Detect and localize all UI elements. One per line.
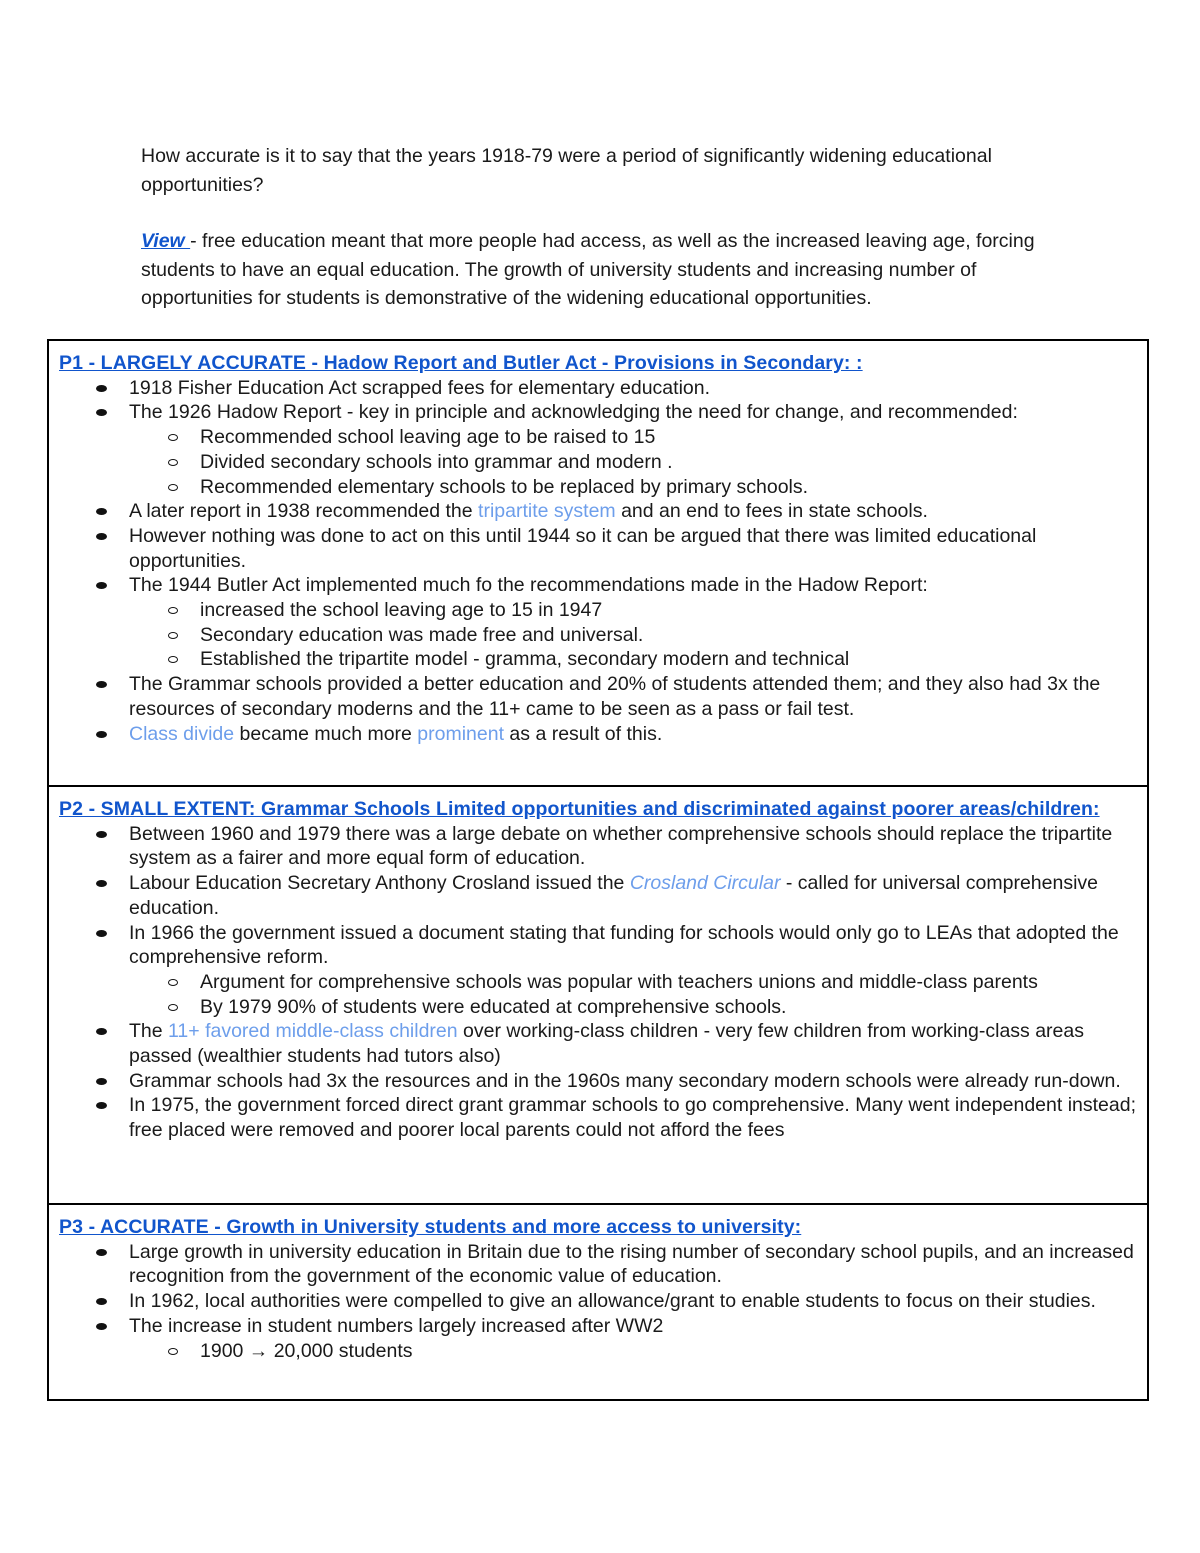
list-item: Large growth in university education in Britain due to the rising number of secondary school pupils, and an increased recognition from the government of the economic value of education. xyxy=(59,1240,1137,1289)
eleven-plus-link[interactable]: 11+ favored middle-class children xyxy=(168,1020,458,1043)
sub-list-item: Argument for comprehensive schools was popular with teachers unions and middle-class parents xyxy=(59,970,1137,995)
list-item: Between 1960 and 1979 there was a large debate on whether comprehensive schools should replace the tripartite system as a fairer and more equal form of education. xyxy=(59,822,1137,871)
p1-bullet-list xyxy=(59,376,1137,747)
list-item: The 1944 Butler Act implemented much fo the recommendations made in the Hadow Report: increased the school leaving age to 15 in 1947 Secondary education was made free and universal. Established the tripartite model - gramma, secondary modern and technical xyxy=(59,573,1137,672)
intro-section xyxy=(141,142,1081,313)
paragraph-3-cell xyxy=(49,1205,1147,1399)
sub-bullet-list xyxy=(129,425,1137,499)
sub-bullet-list xyxy=(129,1339,1137,1364)
view-label[interactable]: View xyxy=(141,230,191,252)
list-item: Class divide became much more prominent as a result of this. xyxy=(59,722,1137,747)
list-item: In 1966 the government issued a document stating that funding for schools would only go to LEAs that adopted the comprehensive reform. Argument for comprehensive schools was popular with teachers unions and middle-class parents By 1979 90% of students were educated at comprehensive schools. xyxy=(59,921,1137,1020)
list-item: The increase in student numbers largely increased after WW2 1900 → 20,000 students xyxy=(59,1314,1137,1363)
crosland-circular-link[interactable]: Crosland Circular xyxy=(629,872,781,895)
list-item: 1918 Fisher Education Act scrapped fees for elementary education. xyxy=(59,376,1137,401)
view-text: - free education meant that more people had access, as well as the increased leaving age, forcing students to have an equal education. The growth of university students and increasing number of opportunities for students is demonstrative of the widening educational opportunities. xyxy=(141,230,1035,309)
list-item: A later report in 1938 recommended the tripartite system and an end to fees in state schools. xyxy=(59,499,1137,524)
sub-list-item: Secondary education was made free and universal. xyxy=(59,623,1137,648)
p3-bullet-list xyxy=(59,1240,1137,1364)
view-paragraph xyxy=(141,227,1081,313)
essay-question: How accurate is it to say that the years 1918-79 were a period of significantly widening educational opportunities? xyxy=(141,145,992,196)
p1-heading[interactable]: P1 - LARGELY ACCURATE - Hadow Report and Butler Act - Provisions in Secondary: : xyxy=(59,352,863,374)
p2-heading[interactable]: P2 - SMALL EXTENT: Grammar Schools Limited opportunities and discriminated against poorer areas/children: xyxy=(59,798,1100,820)
class-divide-link[interactable]: Class divide xyxy=(129,722,235,745)
sub-list-item: increased the school leaving age to 15 in 1947 xyxy=(59,598,1137,623)
essay-plan-table xyxy=(47,339,1149,1401)
sub-list-item: Recommended elementary schools to be replaced by primary schools. xyxy=(59,475,1137,500)
paragraph-1-cell xyxy=(49,341,1147,787)
sub-list-item: By 1979 90% of students were educated at comprehensive schools. xyxy=(59,995,1137,1020)
list-item: The 1926 Hadow Report - key in principle and acknowledging the need for change, and recommended: Recommended school leaving age to be raised to 15 Divided secondary schools into grammar and modern . Recommended elementary schools to be replaced by primary schools. xyxy=(59,400,1137,499)
p2-bullet-list xyxy=(59,822,1137,1143)
list-item: In 1975, the government forced direct grant grammar schools to go comprehensive. Many went independent instead; free placed were removed and poorer local parents could not afford the fees xyxy=(59,1093,1137,1142)
sub-list-item: 1900 → 20,000 students xyxy=(59,1339,1137,1364)
paragraph-2-cell xyxy=(49,787,1147,1205)
sub-list-item: Established the tripartite model - gramma, secondary modern and technical xyxy=(59,647,1137,672)
list-item: However nothing was done to act on this until 1944 so it can be argued that there was limited educational opportunities. xyxy=(59,524,1137,573)
sub-bullet-list xyxy=(129,970,1137,1019)
list-item: The Grammar schools provided a better education and 20% of students attended them; and they also had 3x the resources of secondary moderns and the 11+ came to be seen as a pass or fail test. xyxy=(59,672,1137,721)
tripartite-system-link[interactable]: tripartite system xyxy=(478,500,616,523)
list-item: The 11+ favored middle-class children over working-class children - very few children from working-class areas passed (wealthier students had tutors also) xyxy=(59,1019,1137,1068)
sub-list-item: Divided secondary schools into grammar and modern . xyxy=(59,450,1137,475)
sub-list-item: Recommended school leaving age to be raised to 15 xyxy=(59,425,1137,450)
prominent-link[interactable]: prominent xyxy=(417,722,505,745)
p3-heading[interactable]: P3 - ACCURATE - Growth in University students and more access to university: xyxy=(59,1216,802,1238)
list-item: In 1962, local authorities were compelled to give an allowance/grant to enable students to focus on their studies. xyxy=(59,1289,1137,1314)
list-item: Grammar schools had 3x the resources and in the 1960s many secondary modern schools were already run-down. xyxy=(59,1069,1137,1094)
list-item: Labour Education Secretary Anthony Crosland issued the Crosland Circular - called for universal comprehensive education. xyxy=(59,871,1137,920)
sub-bullet-list xyxy=(129,598,1137,672)
